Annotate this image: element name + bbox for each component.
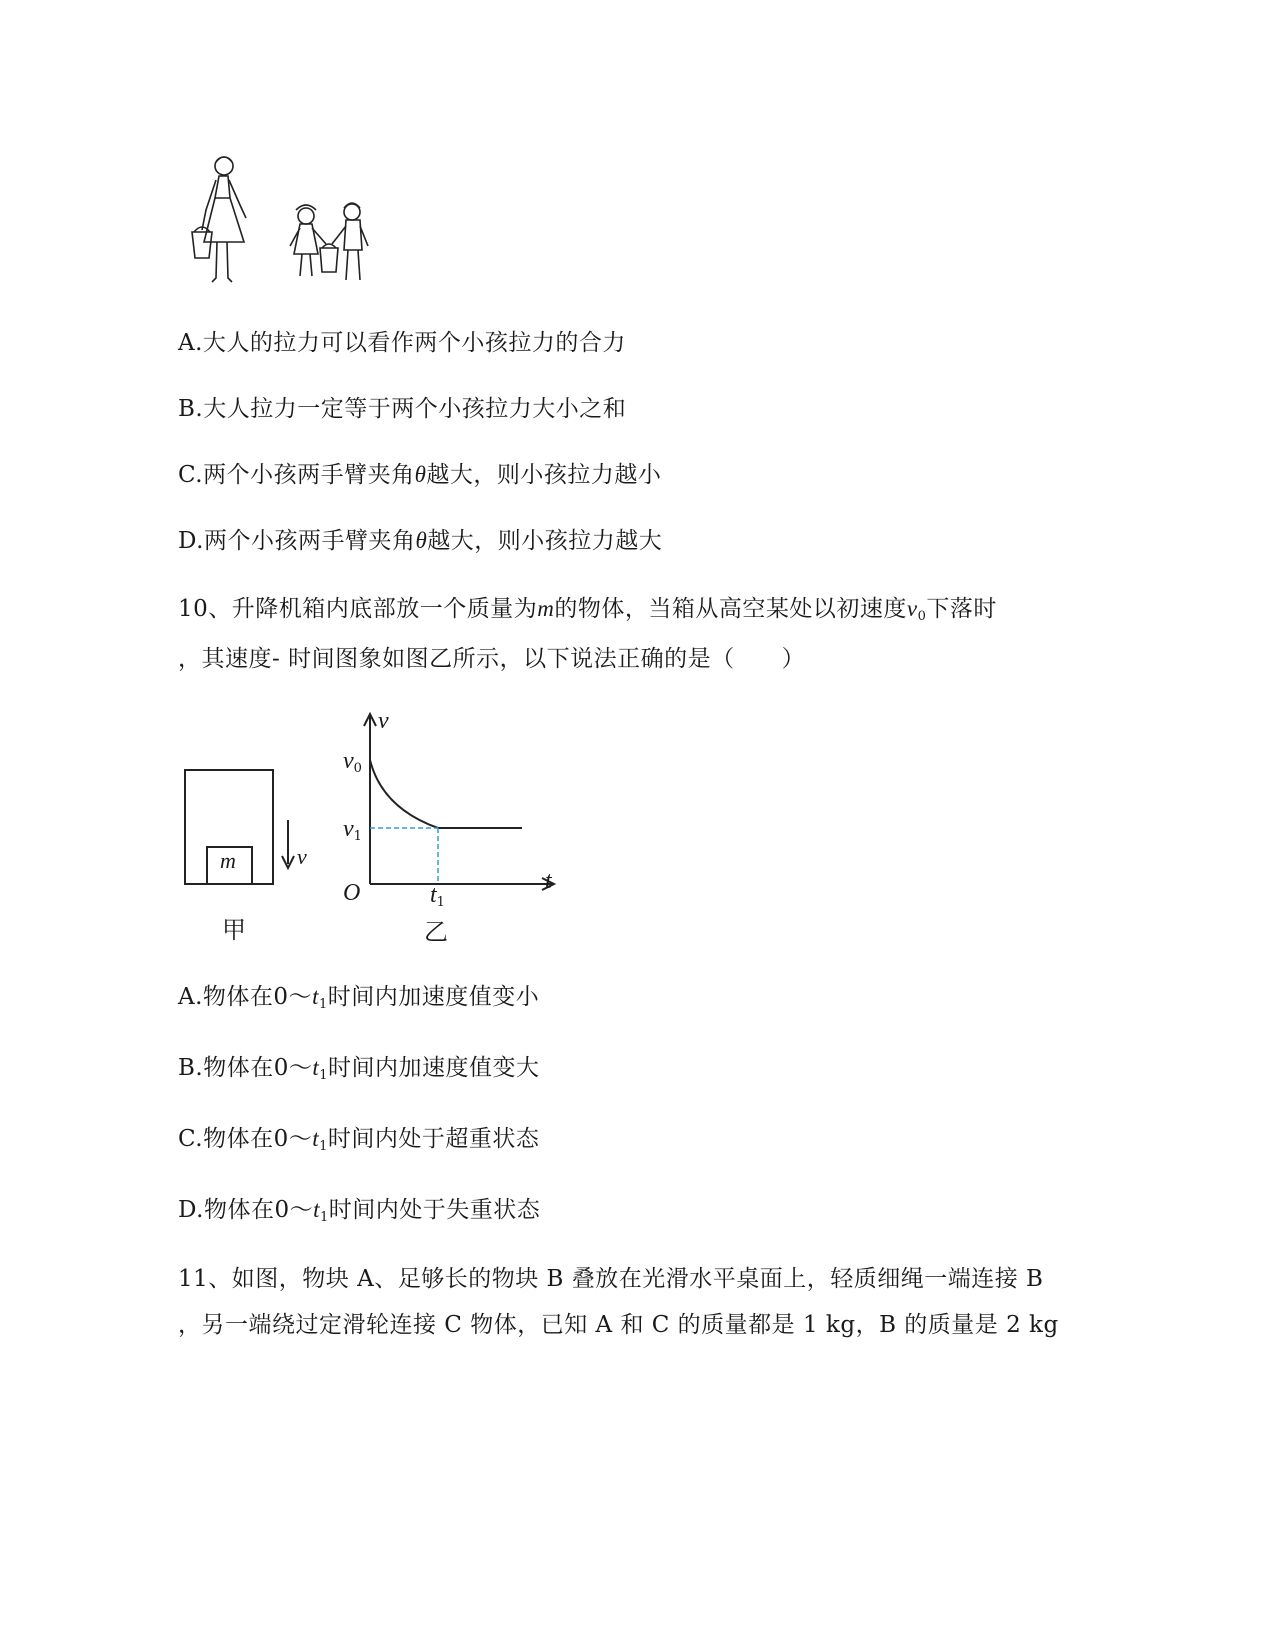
origin-label: O	[343, 880, 361, 906]
q10-stem-line1	[178, 594, 997, 632]
option-text: 大人拉力一定等于两个小孩拉力大小之和	[203, 396, 627, 422]
option-label: A.	[178, 330, 203, 356]
t1-label	[430, 880, 445, 910]
box-mass-label: m	[220, 848, 236, 873]
option-text: 两个小孩两手臂夹角	[203, 528, 416, 554]
elevator-box-figure	[178, 762, 318, 892]
q10-option-b	[178, 1053, 540, 1091]
q10-stem-line2	[178, 644, 805, 674]
option-text: 物体在0～	[202, 984, 313, 1010]
v0-subscript: 0	[353, 761, 362, 776]
theta-symbol: θ	[414, 462, 427, 487]
family-carrying-buckets-illustration	[186, 150, 376, 288]
q11-stem-line1	[178, 1264, 1043, 1294]
q9-option-a	[178, 328, 626, 358]
stem-text: ，其速度- 时间图象如图乙所示，以下说法正确的是（ ）	[178, 646, 806, 672]
t1-subscript: 1	[436, 895, 445, 910]
question-number: 11、	[178, 1266, 232, 1292]
stem-text: 的物体，当箱从高空某处以初速度	[554, 596, 907, 622]
question-number: 10、	[178, 596, 232, 622]
v0-label	[343, 746, 362, 776]
arrow-velocity-label: v	[297, 844, 307, 869]
stem-text: ，另一端绕过定滑轮连接 C 物体，已知 A 和 C 的质量都是 1 kg，B 的质量是 2 kg	[178, 1312, 1059, 1338]
t-subscript: 1	[318, 997, 328, 1012]
theta-symbol: θ	[415, 528, 428, 553]
t-symbol: t	[313, 1197, 320, 1222]
initial-velocity-subscript: 0	[917, 609, 927, 624]
axis-y-label: v	[378, 708, 389, 734]
option-label: A.	[178, 984, 203, 1010]
q10-option-d	[178, 1195, 540, 1233]
option-text: 时间内加速度值变大	[328, 1055, 540, 1081]
option-label: B.	[178, 396, 204, 422]
figure-caption-jia: 甲	[222, 916, 246, 944]
axis-x-label: t	[545, 868, 552, 894]
option-text: 时间内加速度值变小	[327, 984, 540, 1010]
mass-symbol: m	[537, 596, 555, 621]
t-subscript: 1	[319, 1068, 329, 1083]
q9-option-b	[178, 394, 626, 424]
option-label: B.	[178, 1055, 204, 1081]
t-subscript: 1	[319, 1210, 329, 1225]
option-text: 时间内处于失重状态	[328, 1197, 541, 1223]
option-label: C.	[178, 1126, 204, 1152]
t-symbol: t	[312, 984, 319, 1009]
t-symbol: t	[312, 1055, 320, 1080]
t-subscript: 1	[319, 1139, 328, 1154]
q11-stem-line2	[178, 1310, 1059, 1340]
option-text: 时间内处于超重状态	[327, 1126, 540, 1152]
q9-option-c	[178, 460, 661, 490]
option-text: 物体在0～	[203, 1055, 313, 1081]
v1-label	[343, 814, 362, 844]
option-text: 两个小孩两手臂夹角	[203, 462, 415, 488]
q9-option-d	[178, 526, 662, 556]
option-text: 物体在0～	[203, 1126, 313, 1152]
v0-symbol: v	[343, 748, 354, 774]
option-text: 越大，则小孩拉力越小	[426, 462, 662, 488]
stem-text: 下落时	[926, 596, 997, 622]
stem-text: 升降机箱内底部放一个质量为	[231, 596, 538, 622]
t-symbol: t	[312, 1126, 320, 1151]
q10-option-a	[178, 982, 539, 1020]
initial-velocity-symbol: v	[906, 596, 918, 621]
option-label: D.	[178, 1197, 204, 1223]
v1-subscript: 1	[353, 829, 362, 844]
stem-text: 如图，物块 A、足够长的物块 B 叠放在光滑水平桌面上，轻质细绳一端连接 B	[231, 1266, 1044, 1292]
option-text: 大人的拉力可以看作两个小孩拉力的合力	[202, 330, 626, 356]
velocity-curve	[370, 760, 522, 828]
option-text: 越大，则小孩拉力越大	[427, 528, 663, 554]
option-label: D.	[178, 528, 204, 554]
t1-symbol: t	[430, 882, 437, 908]
q10-option-c	[178, 1124, 539, 1162]
option-text: 物体在0～	[203, 1197, 314, 1223]
velocity-time-graph	[330, 708, 570, 908]
v1-symbol: v	[343, 816, 354, 842]
option-label: C.	[178, 462, 204, 488]
figure-caption-yi: 乙	[424, 918, 448, 946]
